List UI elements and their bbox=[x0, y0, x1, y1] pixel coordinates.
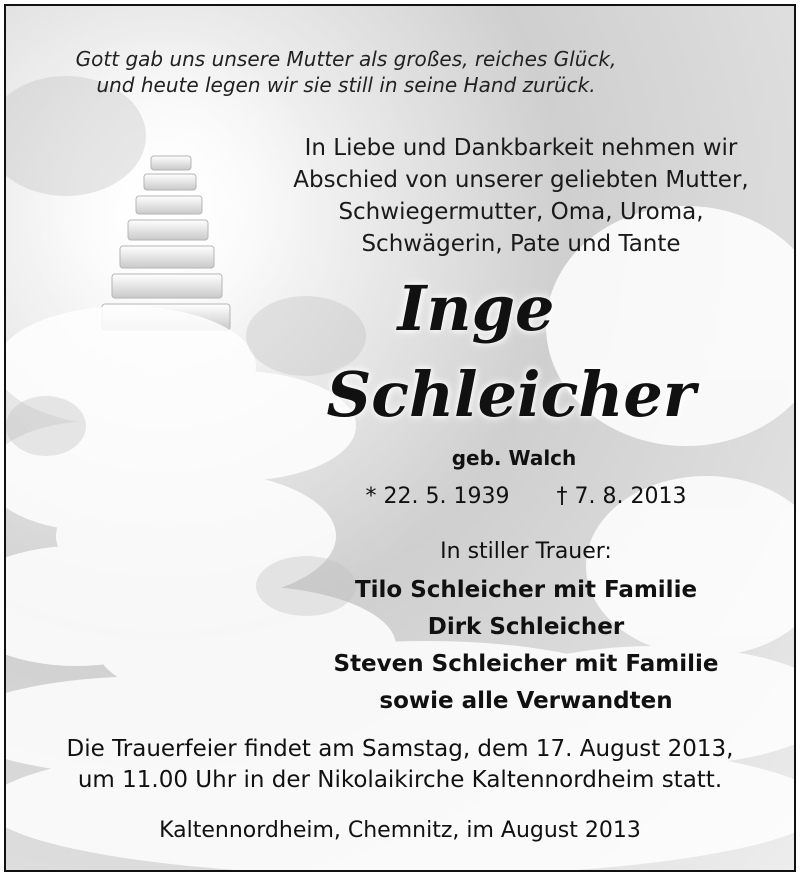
intro-line: Schwägerin, Pate und Tante bbox=[361, 231, 681, 257]
deceased-first-name: Inge bbox=[397, 272, 555, 345]
service-line: Die Trauerfeier findet am Samstag, dem 17. August 2013, bbox=[66, 736, 734, 762]
intro-line: Schwiegermutter, Oma, Uroma, bbox=[338, 199, 704, 225]
maiden-name: geb. Walch bbox=[451, 446, 577, 470]
funeral-service-info bbox=[26, 734, 774, 796]
place-and-date: Kaltennordheim, Chemnitz, im August 2013 bbox=[159, 818, 641, 843]
intro-line: Abschied von unserer geliebten Mutter, bbox=[293, 167, 749, 193]
intro-line: In Liebe und Dankbarkeit nehmen wir bbox=[304, 135, 738, 161]
mourners-list bbox=[296, 572, 756, 720]
mourner: Dirk Schleicher bbox=[427, 614, 625, 640]
motto-line: Gott gab uns unsere Mutter als großes, reiches Glück, bbox=[75, 47, 617, 71]
mourner: sowie alle Verwandten bbox=[379, 688, 673, 714]
intro bbox=[271, 132, 771, 260]
life-dates bbox=[306, 484, 746, 509]
deceased-last-name: Schleicher bbox=[326, 358, 696, 431]
death-date: † 7. 8. 2013 bbox=[556, 484, 687, 509]
mourner: Steven Schleicher mit Familie bbox=[333, 651, 719, 677]
motto bbox=[46, 46, 646, 98]
mourning-heading: In stiller Trauer: bbox=[440, 539, 612, 564]
motto-line: und heute legen wir sie still in seine Hand zurück. bbox=[96, 73, 596, 97]
birth-date: * 22. 5. 1939 bbox=[365, 484, 510, 509]
service-line: um 11.00 Uhr in der Nikolaikirche Kaltennordheim statt. bbox=[77, 767, 723, 793]
mourner: Tilo Schleicher mit Familie bbox=[354, 577, 698, 603]
obituary-frame bbox=[4, 4, 796, 872]
